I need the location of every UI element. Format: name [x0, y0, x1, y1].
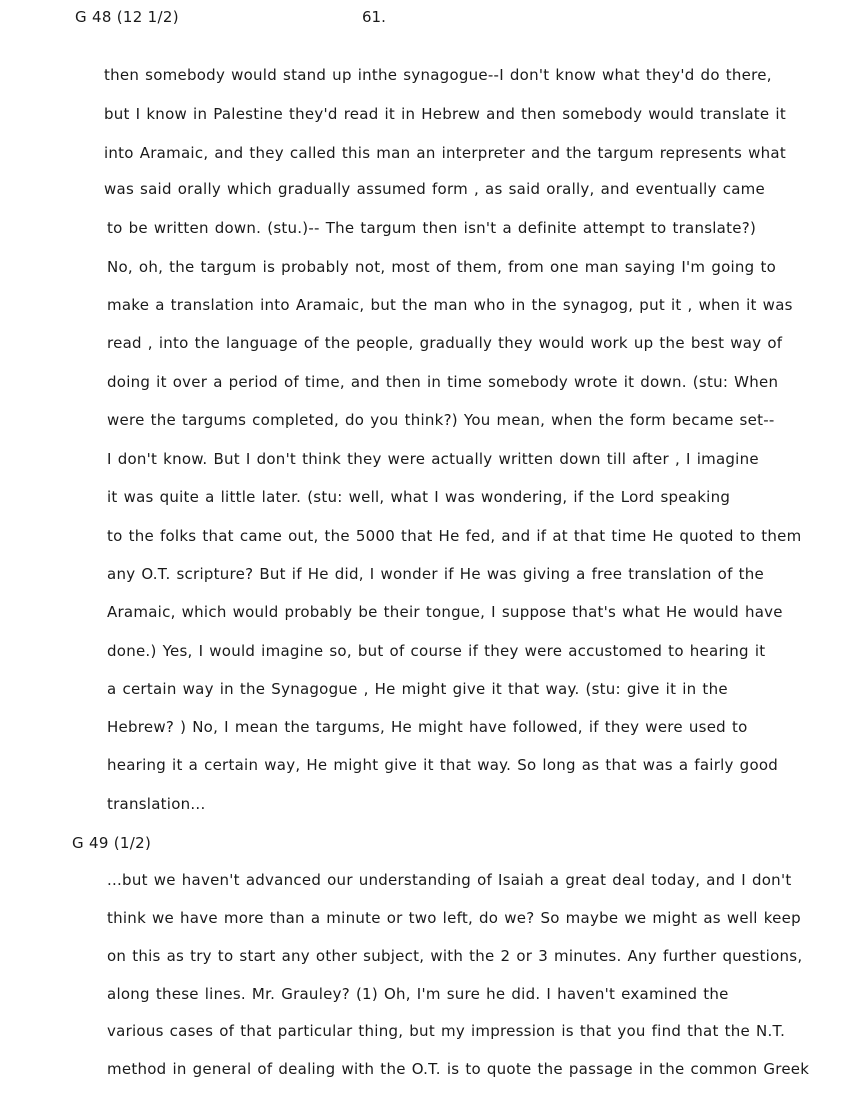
- text-line: to the folks that came out, the 5000 that He fed, and if at that time He quoted to them: [107, 527, 802, 545]
- text-line: No, oh, the targum is probably not, most of them, from one man saying I'm going to: [107, 258, 777, 276]
- section-header-label: G 48 (12 1/2): [75, 8, 179, 26]
- text-line: hearing it a certain way, He might give it that way. So long as that was a fairly good: [107, 756, 779, 774]
- page-number: 61.: [362, 8, 386, 26]
- text-line: it was quite a little later. (stu: well, what I was wondering, if the Lord speaking: [107, 488, 731, 506]
- text-line: were the targums completed, do you think?) You mean, when the form became set--: [107, 411, 775, 429]
- text-line: make a translation into Aramaic, but the man who in the synagog, put it , when it was: [107, 296, 793, 314]
- text-line: doing it over a period of time, and then in time somebody wrote it down. (stu: When: [107, 373, 779, 391]
- text-line: but I know in Palestine they'd read it in Hebrew and then somebody would translate it: [104, 105, 786, 123]
- text-line: Aramaic, which would probably be their tongue, I suppose that's what He would have: [107, 603, 783, 621]
- text-line: I don't know. But I don't think they were actually written down till after , I imagine: [107, 450, 759, 468]
- text-line: any O.T. scripture? But if He did, I wonder if He was giving a free translation of the: [107, 565, 764, 583]
- text-line: method in general of dealing with the O.T. is to quote the passage in the common Greek: [107, 1060, 810, 1078]
- text-line: Hebrew? ) No, I mean the targums, He might have followed, if they were used to: [107, 718, 748, 736]
- text-line: translation...: [107, 795, 206, 813]
- text-line: think we have more than a minute or two left, do we? So maybe we might as well keep: [107, 909, 801, 927]
- section-label-g49: G 49 (1/2): [72, 834, 152, 852]
- text-line: done.) Yes, I would imagine so, but of course if they were accustomed to hearing it: [107, 642, 766, 660]
- text-line: into Aramaic, and they called this man an interpreter and the targum represents what: [104, 144, 786, 162]
- text-line: a certain way in the Synagogue , He might give it that way. (stu: give it in the: [107, 680, 728, 698]
- text-line: various cases of that particular thing, but my impression is that you find that the N.T.: [107, 1022, 786, 1040]
- text-line: to be written down. (stu.)-- The targum then isn't a definite attempt to translate?): [107, 219, 757, 237]
- text-line: read , into the language of the people, gradually they would work up the best way of: [107, 334, 783, 352]
- text-line: along these lines. Mr. Grauley? (1) Oh, I'm sure he did. I haven't examined the: [107, 985, 729, 1003]
- text-line: on this as try to start any other subject, with the 2 or 3 minutes. Any further questions,: [107, 947, 803, 965]
- text-line: was said orally which gradually assumed form , as said orally, and eventually came: [104, 180, 765, 198]
- text-line: then somebody would stand up inthe synagogue--I don't know what they'd do there,: [104, 66, 772, 84]
- text-line: ...but we haven't advanced our understanding of Isaiah a great deal today, and I don't: [107, 871, 792, 889]
